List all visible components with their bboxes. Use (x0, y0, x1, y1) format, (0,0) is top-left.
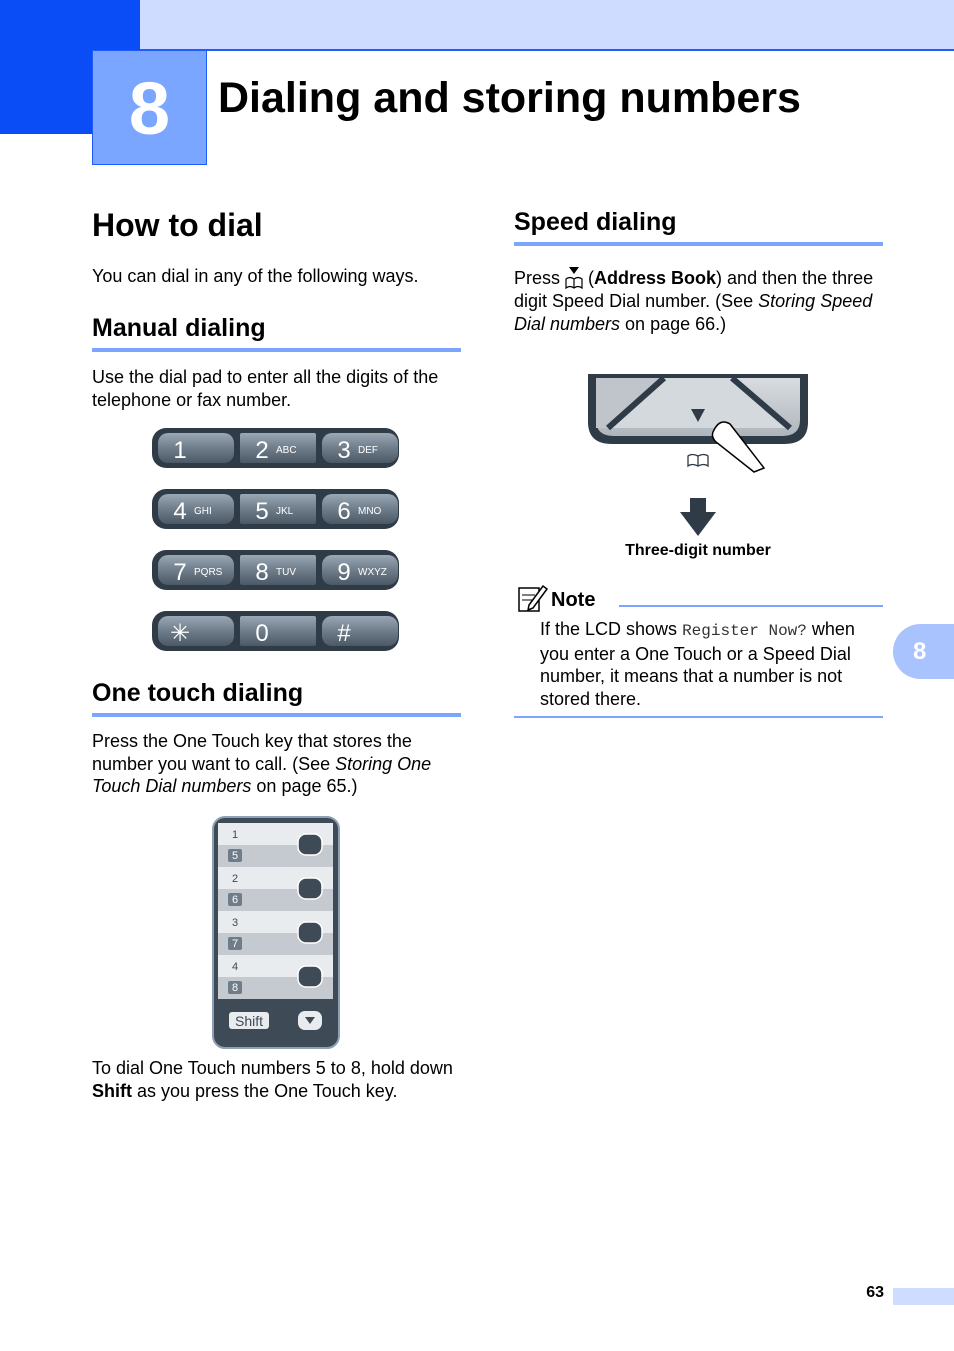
page-footer-bar (893, 1288, 954, 1305)
dial-key-digit: 3 (337, 437, 351, 464)
dial-key-letters: GHI (194, 506, 212, 517)
address-book-key-icon (565, 266, 583, 290)
one-touch-number: 7 (231, 938, 239, 950)
one-touch-number: 8 (231, 982, 239, 994)
dial-key-letters: TUV (276, 567, 296, 578)
one-touch-number: 1 (232, 829, 239, 841)
one-touch-key (298, 834, 322, 855)
heading-manual-dialing: Manual dialing (92, 314, 266, 342)
header-bar (140, 0, 954, 51)
three-digit-caption: Three-digit number (625, 542, 771, 559)
dial-key-digit: 7 (173, 559, 187, 586)
one-touch-footer: To dial One Touch numbers 5 to 8, hold down Shift as you press the One Touch key. (92, 1058, 453, 1101)
speed-dialing-body: Press (Address Book) and then the three digit Speed Dial number. (See Storing Speed Dial numbers on page 66.) (514, 268, 874, 334)
dial-key-letters: MNO (358, 506, 382, 517)
dial-key (240, 616, 316, 646)
dial-pad-illustration (150, 425, 402, 655)
heading-one-touch-dialing: One touch dialing (92, 679, 304, 707)
manual-dialing-body: Use the dial pad to enter all the digits of the telephone or fax number. (92, 367, 439, 410)
dial-key-digit: 2 (255, 437, 269, 464)
dial-key-digit: # (337, 620, 351, 647)
note-bottom-rule (514, 716, 883, 718)
one-touch-key (298, 922, 322, 943)
one-touch-panel-illustration (212, 816, 340, 1049)
shift-key-label: Shift (234, 1013, 264, 1029)
section-rule (92, 713, 461, 717)
section-rule (514, 242, 883, 246)
heading-how-to-dial: How to dial (92, 207, 263, 243)
dial-key-letters: WXYZ (358, 567, 387, 578)
dial-key-letters: DEF (358, 445, 378, 456)
one-touch-number: 3 (232, 917, 239, 929)
one-touch-body: Press the One Touch key that stores the number you want to call. (See Storing One Touch Dial numbers on page 65.) (92, 731, 432, 796)
dial-key-digit: 6 (337, 498, 351, 525)
book-icon (688, 455, 708, 467)
dial-key-digit: 0 (255, 620, 269, 647)
dial-key-digit: 5 (255, 498, 269, 525)
chapter-number-box: 8 (92, 50, 207, 165)
one-touch-number: 4 (232, 961, 239, 973)
chapter-side-tab: 8 (893, 624, 954, 679)
dial-key-digit: 1 (173, 437, 187, 464)
note-label: Note (551, 589, 596, 611)
dial-key-letters: ABC (276, 445, 297, 456)
address-book-key-illustration (584, 372, 814, 542)
dial-key-digit: 9 (337, 559, 351, 586)
note-pencil-icon (517, 583, 549, 613)
page-number: 63 (866, 1284, 884, 1301)
dial-key-digit: 8 (255, 559, 269, 586)
cross-reference-speed-dial: Storing Speed Dial numbers (514, 291, 873, 334)
heading-speed-dialing: Speed dialing (514, 208, 677, 236)
cross-reference-one-touch: Storing One Touch Dial numbers (92, 753, 432, 796)
dial-key-digit: ✳ (169, 620, 191, 647)
note-text: If the LCD shows Register Now? when you enter a One Touch or a Speed Dial number, it means that a number is not stored there. (540, 619, 855, 709)
how-to-dial-intro: You can dial in any of the following ways. (92, 266, 419, 286)
dial-key-letters: PQRS (194, 567, 223, 578)
lcd-message: Register Now? (682, 622, 807, 640)
one-touch-number: 2 (232, 873, 239, 885)
dial-key-digit: 4 (173, 498, 187, 525)
chapter-title: Dialing and storing numbers (218, 74, 801, 122)
section-rule (92, 348, 461, 352)
dial-key-letters: JKL (276, 506, 294, 517)
note-top-rule (619, 605, 883, 607)
dial-key (322, 616, 398, 646)
one-touch-key (298, 878, 322, 899)
one-touch-number: 5 (231, 850, 239, 862)
one-touch-key (298, 966, 322, 987)
dial-key (158, 433, 234, 463)
one-touch-number: 6 (231, 894, 239, 906)
